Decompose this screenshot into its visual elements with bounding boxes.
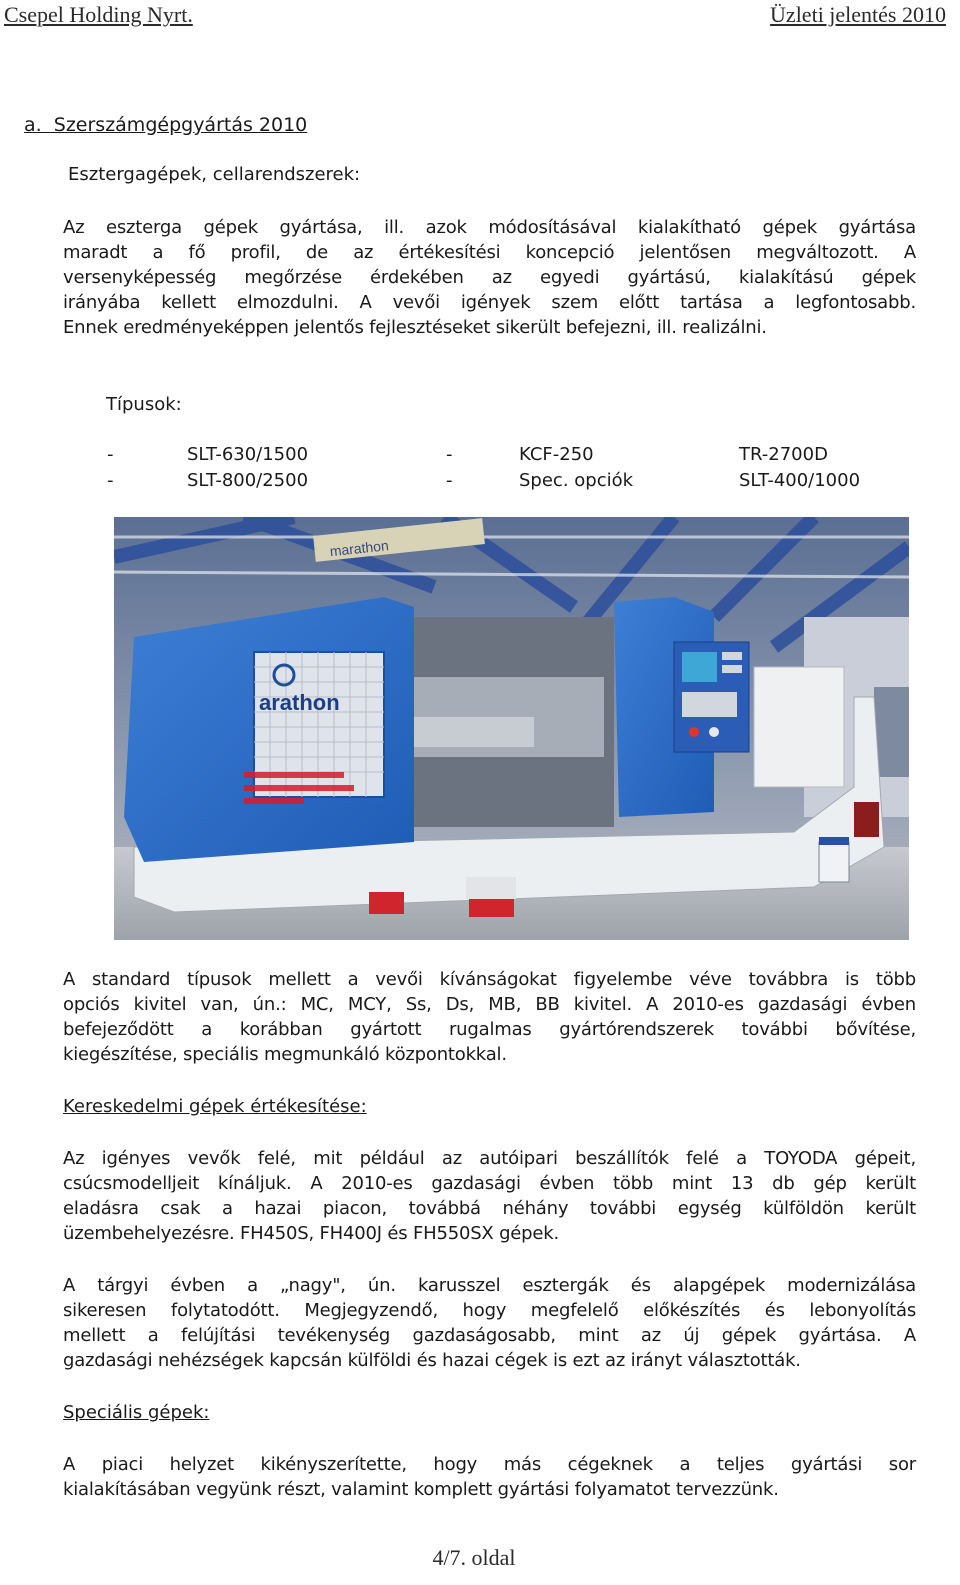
options-line: kiegészítése, speciális megmunkáló központokkal.: [63, 1044, 507, 1065]
special-heading: Speciális gépek:: [63, 1402, 210, 1423]
header-company: Csepel Holding Nyrt.: [4, 2, 193, 27]
types-label: Típusok:: [106, 394, 182, 415]
commercial-heading: Kereskedelmi gépek értékesítése:: [63, 1096, 367, 1117]
type-name: KCF-250: [519, 444, 594, 465]
section-title: a. Szerszámgépgyártás 2010: [24, 114, 308, 136]
special-paragraph: [63, 1452, 916, 1502]
types-dash: -: [446, 470, 453, 491]
carousel-line: A tárgyi évben a „nagy", ún. karusszel esztergák és alapgépek modernizálása: [63, 1275, 916, 1296]
type-name: SLT-630/1500: [187, 444, 309, 465]
commercial-paragraph: [63, 1146, 916, 1246]
intro-line: Az eszterga gépek gyártása, ill. azok módosításával kialakítható gépek gyártása: [63, 217, 916, 238]
banner-text: marathon: [328, 537, 390, 560]
type-name: SLT-400/1000: [739, 470, 861, 491]
intro-line: maradt a fő profil, de az értékesítési koncepció jelentősen megváltozott. A: [63, 242, 916, 263]
carousel-line: mellett a felújítási tevékenység gazdaságosabb, mint az új gépek gyártása. A: [63, 1325, 916, 1346]
intro-paragraph: [63, 215, 916, 340]
commercial-line: csúcsmodelljeit kínáljuk. A 2010-es gazdasági évben több mint 13 db gép került: [63, 1173, 916, 1194]
types-dash: -: [107, 444, 114, 465]
options-paragraph: [63, 967, 916, 1067]
commercial-line: Az igényes vevők felé, mit például az autóipari beszállítók felé a TOYODA gépeit,: [63, 1148, 916, 1169]
commercial-line: eladásra csak a hazai piacon, továbbá néhány további egység külföldön került: [63, 1198, 916, 1219]
section-subtitle: Esztergagépek, cellarendszerek:: [68, 164, 361, 185]
type-name: Spec. opciók: [519, 470, 634, 491]
type-name: SLT-800/2500: [187, 470, 309, 491]
options-line: A standard típusok mellett a vevői kívánságokat figyelembe véve továbbra is több: [63, 969, 916, 990]
types-row: [0, 444, 960, 469]
special-line: kialakításában vegyünk részt, valamint komplett gyártási folyamatot tervezzünk.: [63, 1479, 779, 1500]
types-row: [0, 470, 960, 495]
carousel-line: gazdasági nehézségek kapcsán külföldi és hazai cégek is ezt az irányt választották.: [63, 1350, 801, 1371]
intro-line: irányába kellett elmozdulni. A vevői igények szem előtt tartása a legfontosabb.: [63, 292, 916, 313]
lathe-machine-photo: [114, 517, 909, 940]
options-line: befejeződött a korábban gyártott rugalmas gyártórendszerek további bővítése,: [63, 1019, 916, 1040]
machine-brand-text: arathon: [259, 690, 340, 715]
header-report-title: Üzleti jelentés 2010: [770, 2, 946, 27]
type-name: TR-2700D: [739, 444, 828, 465]
options-line: opciós kivitel van, ún.: MC, MCY, Ss, Ds, MB, BB kivitel. A 2010-es gazdasági évben: [63, 994, 916, 1015]
carousel-line: sikeresen folytatodótt. Megjegyzendő, hogy megfelelő előkészítés és lebonyolítás: [63, 1300, 916, 1321]
special-line: A piaci helyzet kikényszerítette, hogy más cégeknek a teljes gyártási sor: [63, 1454, 916, 1475]
types-dash: -: [446, 444, 453, 465]
types-dash: -: [107, 470, 114, 491]
commercial-line: üzembehelyezésre. FH450S, FH400J és FH550SX gépek.: [63, 1223, 560, 1244]
page-number: 4/7. oldal: [432, 1545, 516, 1570]
intro-line: versenyképesség megőrzése érdekében az egyedi gyártású, kialakítású gépek: [63, 267, 916, 288]
carousel-paragraph: [63, 1273, 916, 1373]
intro-line: Ennek eredményeképpen jelentős fejlesztéseket sikerült befejezni, ill. realizálni.: [63, 317, 767, 338]
